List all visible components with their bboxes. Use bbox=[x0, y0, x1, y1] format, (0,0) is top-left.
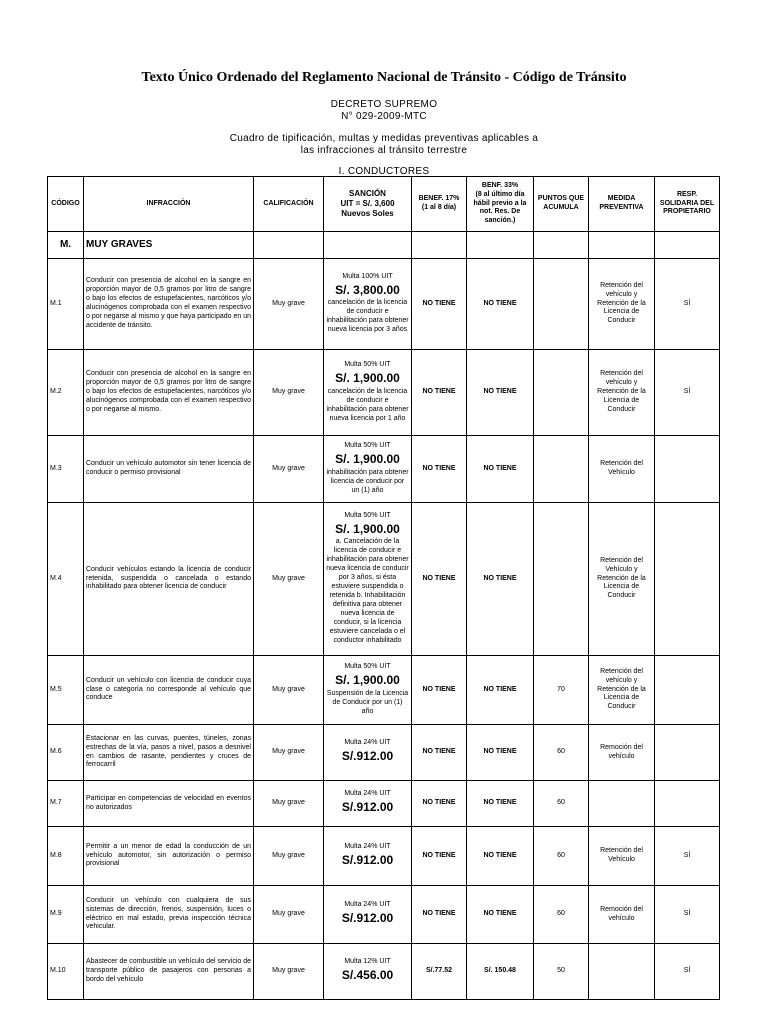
row-monto: S/.912.00 bbox=[341, 911, 394, 926]
decree-label: DECRETO SUPREMO bbox=[330, 99, 438, 110]
row-medida: Retención del vehículo y Retención de la Licencia de Conducir bbox=[589, 656, 655, 725]
row-puntos: 60 bbox=[534, 827, 589, 886]
row-medida: Retención del Vehículo bbox=[589, 436, 655, 503]
category-empty-cell bbox=[534, 232, 589, 259]
row-benf33: NO TIENE bbox=[467, 436, 534, 503]
row-monto: S/. 1,900.00 bbox=[335, 522, 400, 537]
row-calificacion: Muy grave bbox=[254, 827, 324, 886]
row-benf33: NO TIENE bbox=[467, 827, 534, 886]
row-puntos bbox=[534, 350, 589, 436]
table-row bbox=[48, 656, 720, 725]
row-benef17: NO TIENE bbox=[412, 827, 467, 886]
row-benef17: NO TIENE bbox=[412, 436, 467, 503]
row-calificacion: Muy grave bbox=[254, 503, 324, 656]
col-benef17-line-1: BENEF. 17% bbox=[418, 195, 460, 203]
document-title: Texto Único Ordenado del Reglamento Nacional de Tránsito - Código de Tránsito bbox=[141, 70, 627, 85]
col-codigo: CÓDIGO bbox=[48, 177, 84, 232]
col-sancion bbox=[324, 177, 412, 232]
row-infraccion: Conducir vehículos estando la licencia de conducir retenida, suspendida o cancelada o estando inhabilitado para obtener licencia de conducir bbox=[84, 503, 254, 656]
row-sancion bbox=[324, 350, 412, 436]
row-code: M.4 bbox=[48, 503, 84, 656]
row-multa: Multa 50% UIT bbox=[344, 512, 391, 520]
row-benef17: NO TIENE bbox=[412, 350, 467, 436]
row-calificacion: Muy grave bbox=[254, 656, 324, 725]
table-row bbox=[48, 944, 720, 1000]
row-sancion bbox=[324, 944, 412, 1000]
row-code: M.7 bbox=[48, 781, 84, 827]
row-medida bbox=[589, 944, 655, 1000]
row-benef17: NO TIENE bbox=[412, 656, 467, 725]
row-infraccion: Participar en competencias de velocidad en eventos no autorizados bbox=[84, 781, 254, 827]
row-infraccion: Permitir a un menor de edad la conducción de un vehículo automotor, sin autorización o permiso provisional bbox=[84, 827, 254, 886]
row-benf33: NO TIENE bbox=[467, 350, 534, 436]
row-monto: S/. 1,900.00 bbox=[335, 371, 400, 386]
row-monto: S/.912.00 bbox=[341, 852, 394, 867]
category-row bbox=[48, 232, 720, 259]
row-multa: Multa 24% UIT bbox=[344, 739, 391, 747]
row-calificacion: Muy grave bbox=[254, 436, 324, 503]
row-benf33: NO TIENE bbox=[467, 503, 534, 656]
row-resp: SÍ bbox=[655, 944, 720, 1000]
row-sancion bbox=[324, 656, 412, 725]
row-resp bbox=[655, 725, 720, 781]
section-title: I. CONDUCTORES bbox=[338, 166, 430, 177]
row-resp bbox=[655, 656, 720, 725]
col-sancion-line-3: Nuevos Soles bbox=[341, 209, 394, 219]
row-infraccion: Conducir con presencia de alcohol en la sangre en proporción mayor de 0,5 gramos por litro de sangre o bajo los efectos de estupefacientes, narcóticos y/o alucinógenos comprobada con el examen respectivo o por negarse al mismo. bbox=[84, 350, 254, 436]
row-puntos: 70 bbox=[534, 656, 589, 725]
row-benf33: NO TIENE bbox=[467, 781, 534, 827]
col-puntos: PUNTOS QUE ACUMULA bbox=[534, 177, 589, 232]
row-calificacion: Muy grave bbox=[254, 259, 324, 350]
table-row bbox=[48, 259, 720, 350]
row-resp bbox=[655, 436, 720, 503]
row-benef17: NO TIENE bbox=[412, 259, 467, 350]
row-infraccion: Conducir un vehículo automotor sin tener licencia de conducir o permiso provisional bbox=[84, 436, 254, 503]
row-puntos bbox=[534, 503, 589, 656]
row-benef17: S/.77.52 bbox=[412, 944, 467, 1000]
row-multa: Multa 50% UIT bbox=[344, 442, 391, 450]
row-calificacion: Muy grave bbox=[254, 944, 324, 1000]
row-medida: Retención del Vehículo bbox=[589, 827, 655, 886]
row-code: M.1 bbox=[48, 259, 84, 350]
table-row bbox=[48, 436, 720, 503]
row-multa: Multa 24% UIT bbox=[344, 901, 391, 909]
row-detalle: cancelación de la licencia de conducir e inhabilitación para obtener nueva licencia por 3 años bbox=[326, 299, 409, 334]
col-sancion-line-1: SANCIÓN bbox=[349, 188, 386, 198]
row-resp: SÍ bbox=[655, 827, 720, 886]
row-monto: S/.456.00 bbox=[341, 968, 394, 983]
category-empty-cell bbox=[254, 232, 324, 259]
col-medida: MEDIDA PREVENTIVA bbox=[589, 177, 655, 232]
row-infraccion: Conducir un vehículo con cualquiera de sus sistemas de dirección, frenos, suspensión, luces o eléctrico en mal estado, previa inspección técnica vehicular. bbox=[84, 886, 254, 944]
row-multa: Multa 12% UIT bbox=[344, 958, 391, 966]
row-code: M.3 bbox=[48, 436, 84, 503]
infractions-table bbox=[47, 176, 720, 1000]
row-puntos bbox=[534, 259, 589, 350]
row-benef17: NO TIENE bbox=[412, 725, 467, 781]
row-infraccion: Conducir un vehículo con licencia de conducir cuya clase o categoría no corresponde al vehículo que conduce bbox=[84, 656, 254, 725]
col-calificacion: CALIFICACIÓN bbox=[254, 177, 324, 232]
row-medida bbox=[589, 781, 655, 827]
row-code: M.10 bbox=[48, 944, 84, 1000]
row-multa: Multa 24% UIT bbox=[344, 842, 391, 850]
row-code: M.9 bbox=[48, 886, 84, 944]
row-infraccion: Abastecer de combustible un vehículo del servicio de transporte público de pasajeros con personas a bordo del vehículo bbox=[84, 944, 254, 1000]
row-monto: S/. 1,900.00 bbox=[335, 673, 400, 688]
row-calificacion: Muy grave bbox=[254, 350, 324, 436]
col-benf33-line-2: (8 al último día hábil previo a la not. Res. De sanción.) bbox=[473, 190, 527, 225]
row-monto: S/.912.00 bbox=[341, 749, 394, 764]
table-row bbox=[48, 503, 720, 656]
row-benf33: NO TIENE bbox=[467, 656, 534, 725]
decree-number: N° 029-2009-MTC bbox=[341, 111, 427, 122]
row-resp bbox=[655, 781, 720, 827]
row-benf33: NO TIENE bbox=[467, 259, 534, 350]
row-resp: SÍ bbox=[655, 886, 720, 944]
row-sancion bbox=[324, 503, 412, 656]
row-medida: Remoción del vehículo bbox=[589, 725, 655, 781]
table-row bbox=[48, 781, 720, 827]
row-monto: S/.912.00 bbox=[341, 800, 394, 815]
row-puntos: 60 bbox=[534, 886, 589, 944]
row-sancion bbox=[324, 827, 412, 886]
col-benf33-line-1: BENF. 33% bbox=[481, 181, 519, 189]
category-code: M. bbox=[48, 232, 84, 259]
col-benf33 bbox=[467, 177, 534, 232]
row-benef17: NO TIENE bbox=[412, 503, 467, 656]
row-detalle: a. Cancelación de la licencia de conducir e inhabilitación para obtener nueva licencia de conducir por 3 años, si ésta estuviere suspendida o retenida b. Inhabilitación definitiva para obtener nueva licencia de conducir, si la licencia estuviere cancelada o el conductor inhabilitado bbox=[326, 538, 409, 644]
category-empty-cell bbox=[324, 232, 412, 259]
row-puntos: 50 bbox=[534, 944, 589, 1000]
row-sancion bbox=[324, 781, 412, 827]
row-infraccion: Estacionar en las curvas, puentes, túneles, zonas estrechas de la vía, pasos a nivel, pasos a desnivel en cambios de rasante, pendientes y cruces de ferrocarril bbox=[84, 725, 254, 781]
table-header-row bbox=[48, 177, 720, 232]
row-multa: Multa 50% UIT bbox=[344, 663, 391, 671]
row-puntos: 60 bbox=[534, 781, 589, 827]
table-row bbox=[48, 725, 720, 781]
row-benf33: S/. 150.48 bbox=[467, 944, 534, 1000]
row-infraccion: Conducir con presencia de alcohol en la sangre en proporción mayor de 0,5 gramos por litro de sangre o bajo los efectos de estupefacientes, narcóticos y/o alucinógenos comprobada con el examen respectivo o por negarse al mismo y que haya participado en un accidente de tránsito. bbox=[84, 259, 254, 350]
col-benef17 bbox=[412, 177, 467, 232]
row-detalle: inhabilitación para obtener licencia de conducir por un (1) año bbox=[326, 468, 409, 494]
col-sancion-line-2: UIT = S/. 3,600 bbox=[340, 198, 395, 208]
row-monto: S/. 3,800.00 bbox=[335, 282, 400, 297]
col-infraccion: INFRACCIÓN bbox=[84, 177, 254, 232]
row-calificacion: Muy grave bbox=[254, 725, 324, 781]
table-row bbox=[48, 350, 720, 436]
category-label: MUY GRAVES bbox=[84, 232, 254, 259]
row-code: M.5 bbox=[48, 656, 84, 725]
category-empty-cell bbox=[655, 232, 720, 259]
row-sancion bbox=[324, 725, 412, 781]
row-sancion bbox=[324, 436, 412, 503]
row-code: M.8 bbox=[48, 827, 84, 886]
row-resp: SÍ bbox=[655, 350, 720, 436]
row-sancion bbox=[324, 259, 412, 350]
row-medida: Remoción del vehículo bbox=[589, 886, 655, 944]
row-calificacion: Muy grave bbox=[254, 781, 324, 827]
row-multa: Multa 24% UIT bbox=[344, 790, 391, 798]
row-detalle: Suspensión de la Licencia de Conducir por un (1) año bbox=[326, 689, 409, 715]
row-puntos bbox=[534, 436, 589, 503]
table-row bbox=[48, 886, 720, 944]
row-benef17: NO TIENE bbox=[412, 886, 467, 944]
row-monto: S/. 1,900.00 bbox=[335, 452, 400, 467]
row-benf33: NO TIENE bbox=[467, 725, 534, 781]
row-medida: Retención del vehículo y Retención de la Licencia de Conducir bbox=[589, 259, 655, 350]
description-line-1: Cuadro de tipificación, multas y medidas preventivas aplicables a bbox=[229, 133, 539, 144]
col-benef17-line-2: (1 al 8 día) bbox=[421, 204, 457, 211]
row-code: M.2 bbox=[48, 350, 84, 436]
row-detalle: cancelación de la licencia de conducir e inhabilitación para obtener nueva licencia por 1 año bbox=[326, 387, 409, 422]
category-empty-cell bbox=[589, 232, 655, 259]
row-medida: Retención del vehículo y Retención de la Licencia de Conducir bbox=[589, 350, 655, 436]
category-empty-cell bbox=[412, 232, 467, 259]
row-benef17: NO TIENE bbox=[412, 781, 467, 827]
row-medida: Retención del Vehículo y Retención de la Licencia de Conducir bbox=[589, 503, 655, 656]
table-row bbox=[48, 827, 720, 886]
row-code: M.6 bbox=[48, 725, 84, 781]
row-resp bbox=[655, 503, 720, 656]
row-calificacion: Muy grave bbox=[254, 886, 324, 944]
row-multa: Multa 50% UIT bbox=[344, 361, 391, 369]
row-multa: Multa 100% UIT bbox=[342, 272, 393, 280]
row-resp: SÍ bbox=[655, 259, 720, 350]
row-puntos: 60 bbox=[534, 725, 589, 781]
col-resp: RESP. SOLIDARIA DEL PROPIETARIO bbox=[655, 177, 720, 232]
description-line-2: las infracciones al tránsito terrestre bbox=[300, 145, 468, 156]
row-sancion bbox=[324, 886, 412, 944]
row-benf33: NO TIENE bbox=[467, 886, 534, 944]
category-empty-cell bbox=[467, 232, 534, 259]
